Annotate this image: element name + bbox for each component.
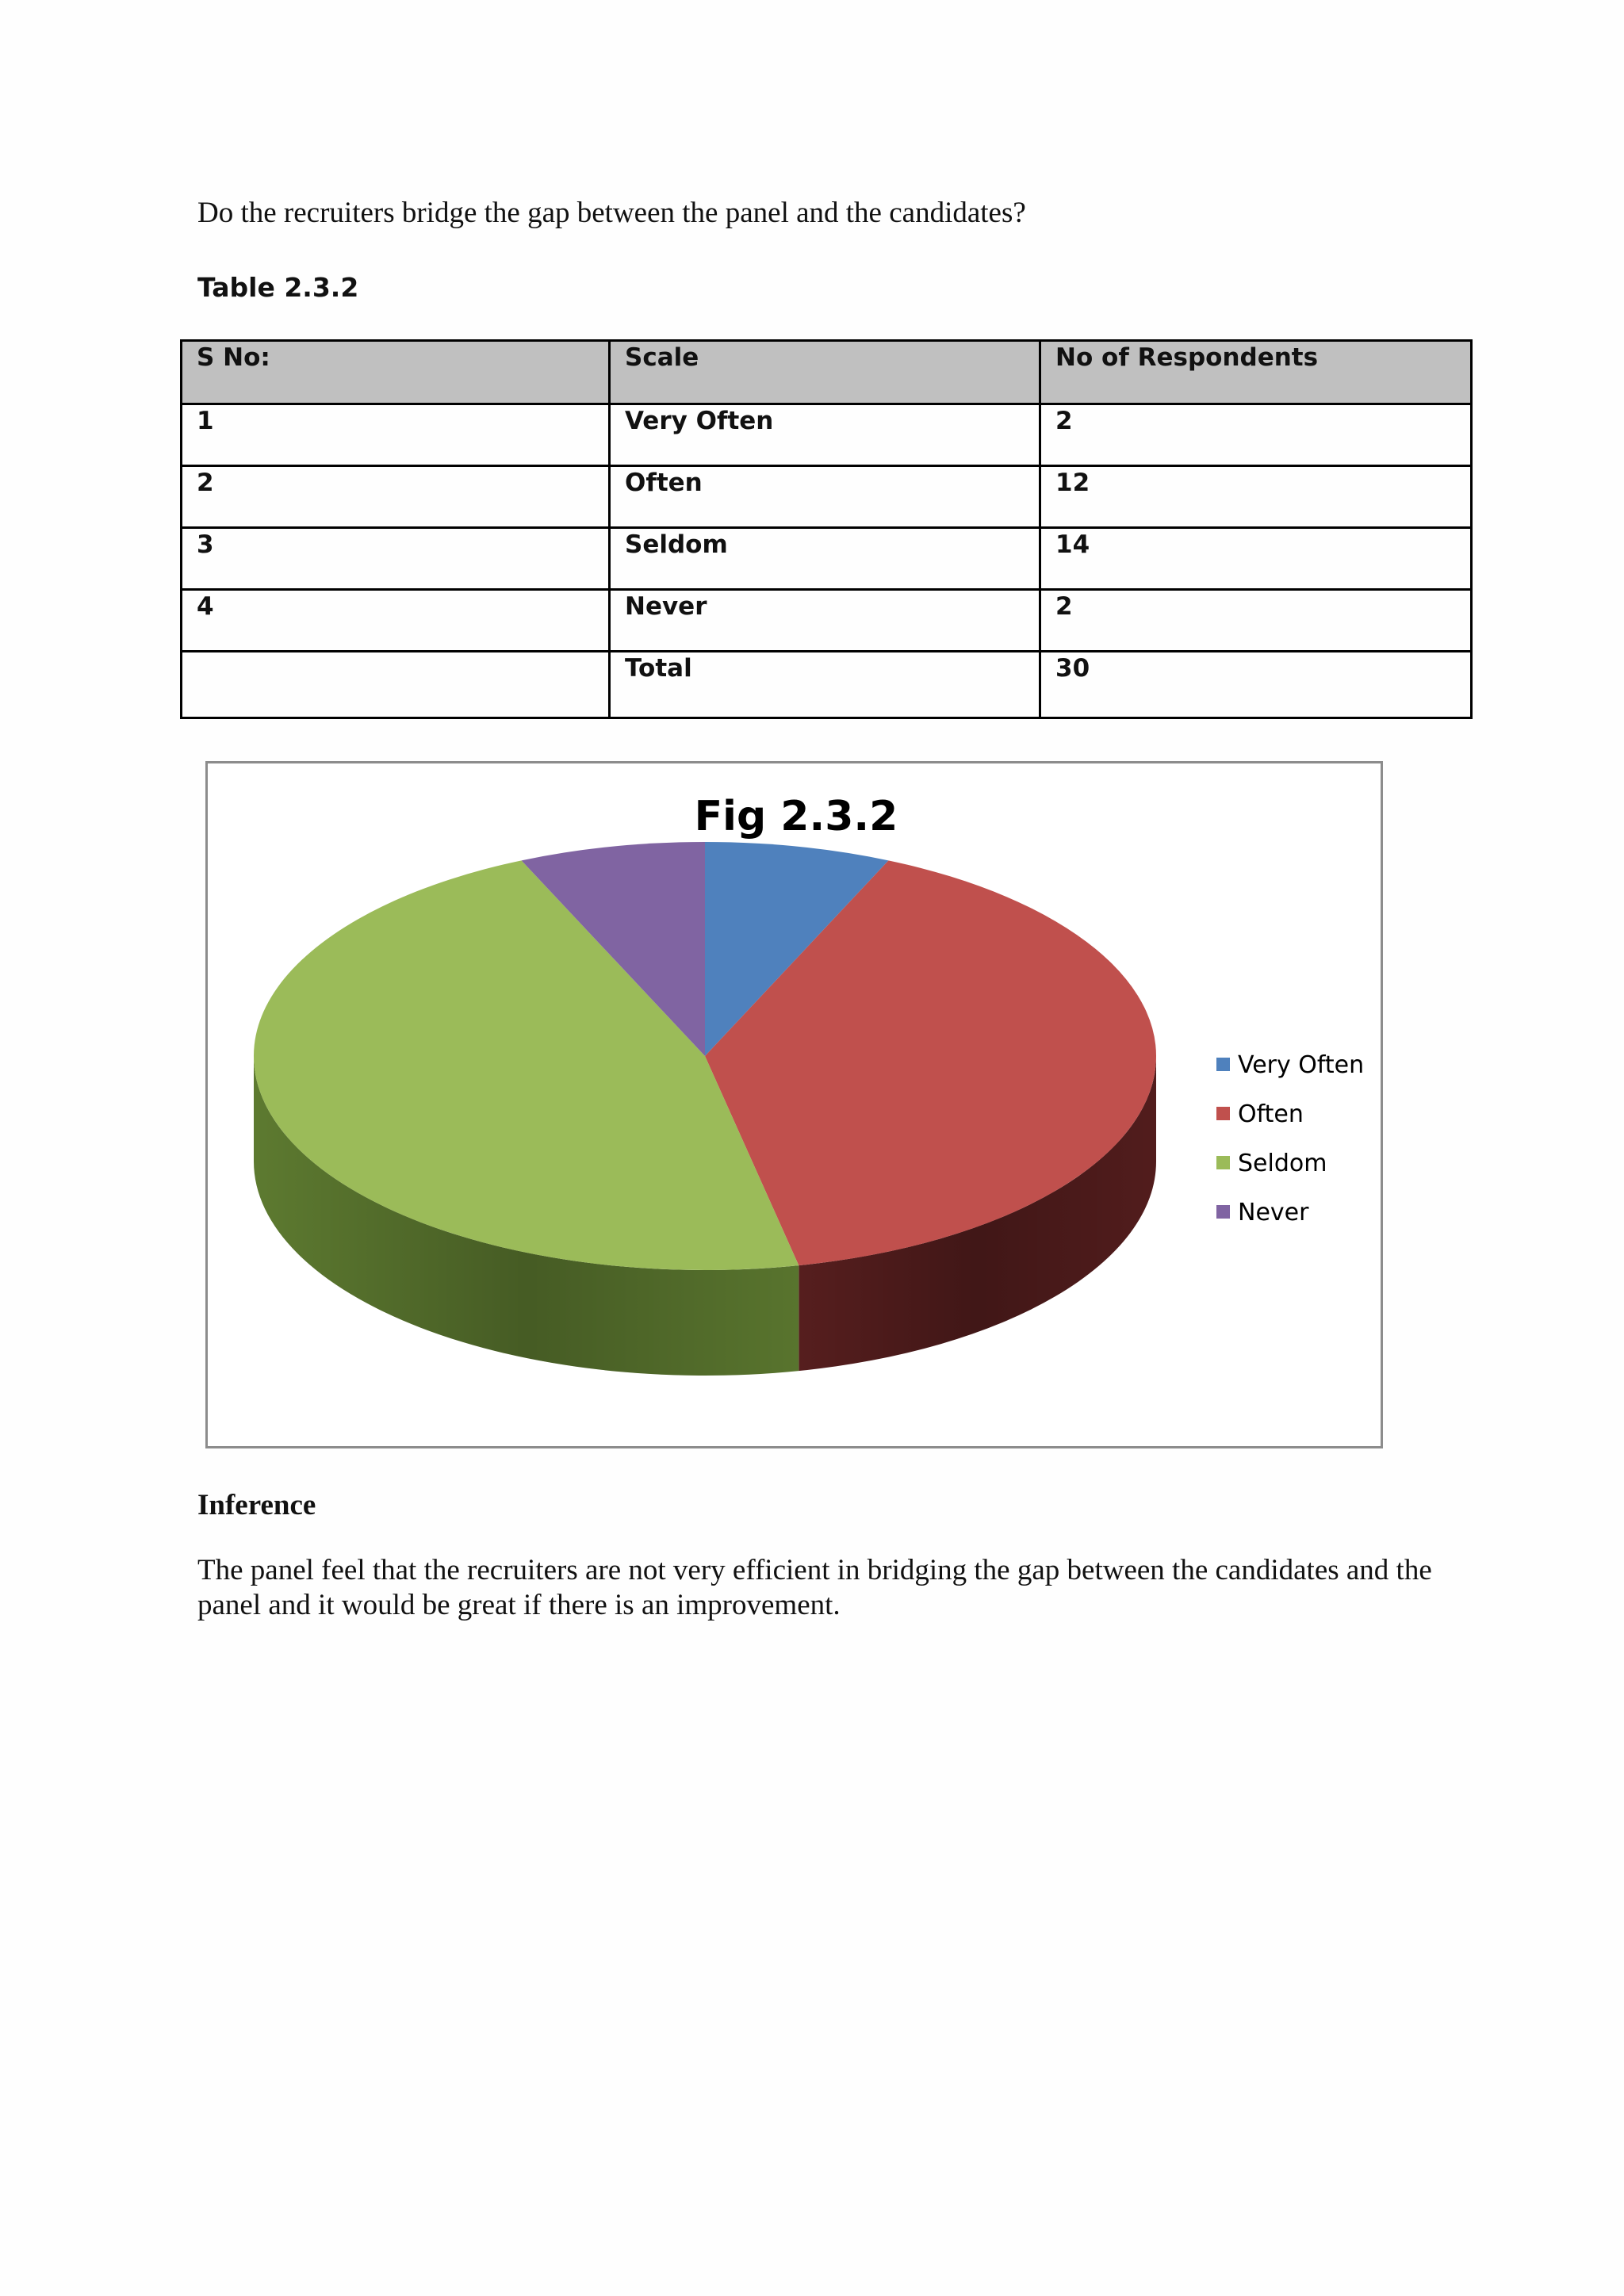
table-row [182,404,1472,466]
chart-title: Fig 2.3.2 [694,793,898,840]
table-caption: Table 2.3.2 [197,272,359,303]
header-respondents: No of Respondents [1040,341,1472,404]
pie-chart-container [205,761,1383,1448]
question-text: Do the recruiters bridge the gap between the panel and the candidates? [197,197,1026,229]
cell-scale: Very Often [610,404,1040,466]
table-row [182,466,1472,528]
legend-label: Often [1238,1100,1304,1128]
cell-scale: Seldom [610,528,1040,590]
cell-scale: Often [610,466,1040,528]
legend-swatch [1216,1058,1230,1071]
chart-legend [1216,1051,1364,1226]
pie-slices [254,842,1156,1270]
cell-s-no: 3 [182,528,610,590]
legend-swatch [1216,1205,1230,1219]
legend-label: Seldom [1238,1150,1327,1177]
inference-text: The panel feel that the recruiters are not very efficient in bridging the gap between the candidates and the panel and it would be great if there is an improvement. [197,1554,1432,1621]
cell-respondents: 30 [1040,652,1472,718]
pie-chart [208,763,1381,1446]
cell-scale: Total [610,652,1040,718]
legend-label: Very Often [1238,1051,1365,1079]
table-header-row [182,341,1472,404]
header-s-no: S No: [182,341,610,404]
header-scale: Scale [610,341,1040,404]
cell-s-no: 1 [182,404,610,466]
cell-respondents: 14 [1040,528,1472,590]
cell-s-no: 2 [182,466,610,528]
cell-respondents: 2 [1040,404,1472,466]
table-row [182,590,1472,652]
table-row [182,528,1472,590]
cell-s-no [182,652,610,718]
legend-swatch [1216,1156,1230,1169]
cell-scale: Never [610,590,1040,652]
cell-respondents: 12 [1040,466,1472,528]
cell-respondents: 2 [1040,590,1472,652]
legend-swatch [1216,1107,1230,1120]
inference-heading: Inference [197,1489,316,1521]
table-total-row [182,652,1472,718]
respondents-table [180,339,1473,719]
cell-s-no: 4 [182,590,610,652]
legend-label: Never [1238,1199,1309,1226]
